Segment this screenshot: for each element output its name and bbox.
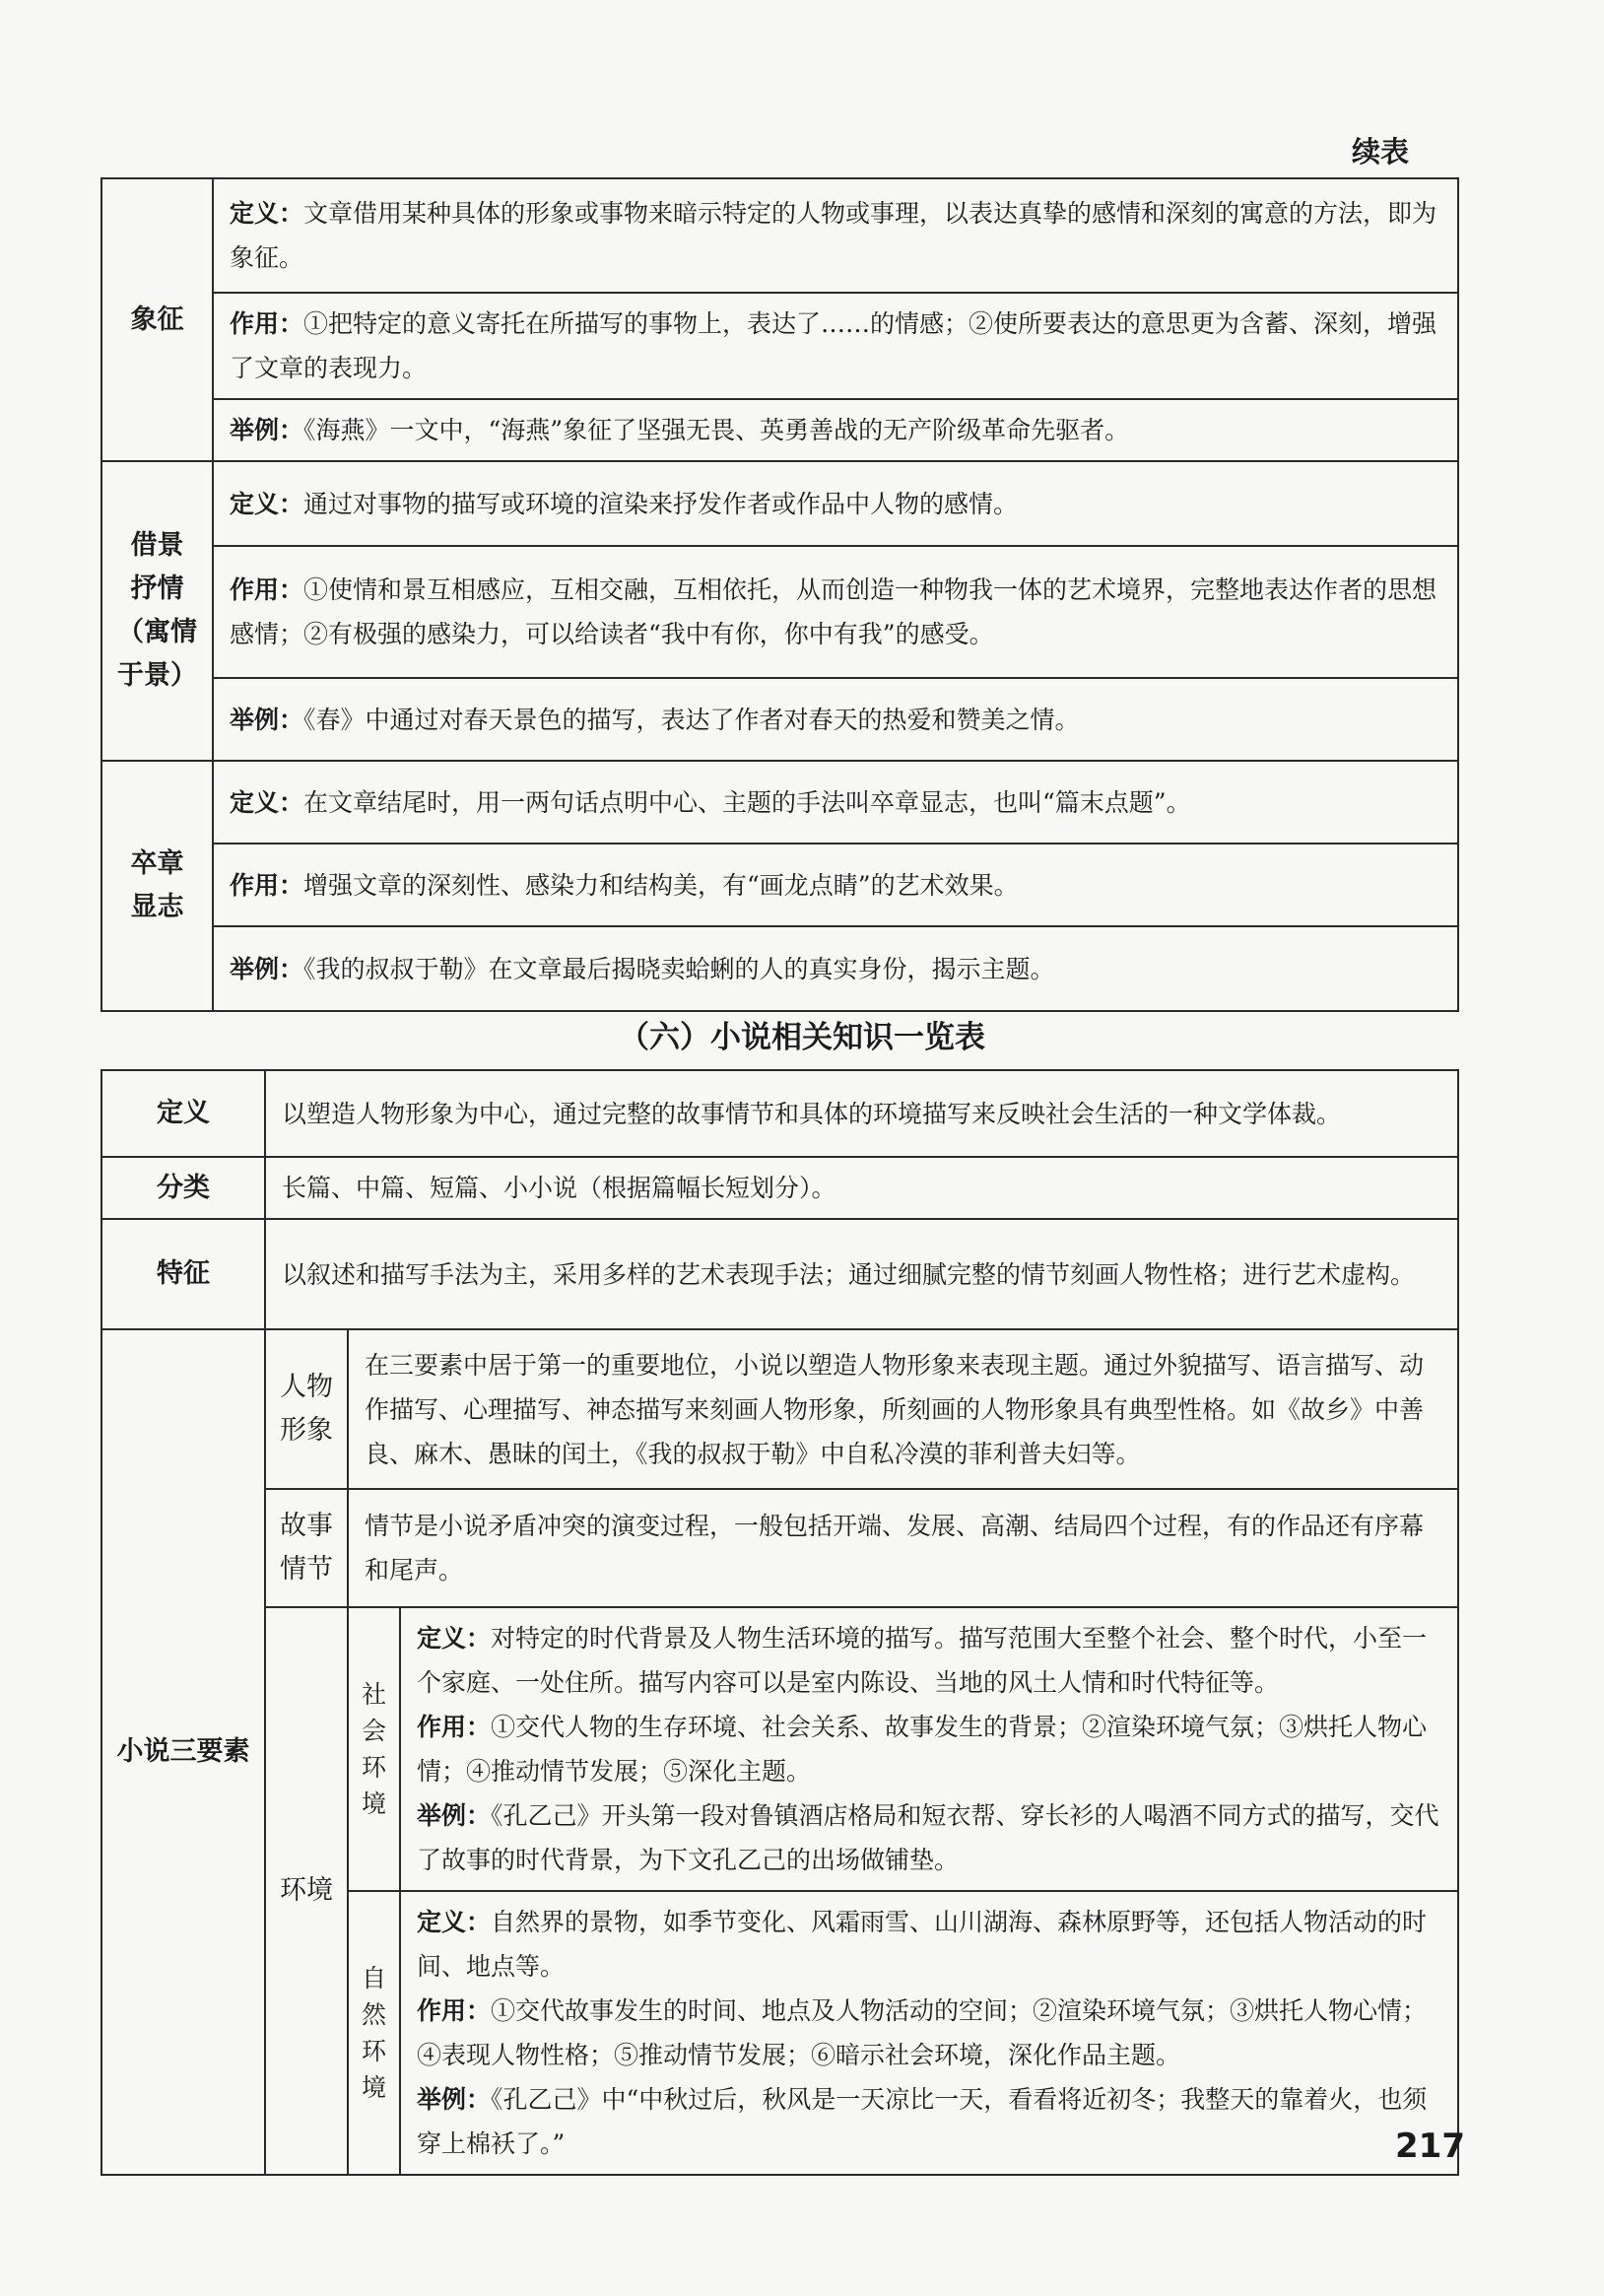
definition-cell: 定义：文章借用某种具体的形象或事物来暗示特定的人物或事理，以表达真挚的感情和深刻的寓意的方法，即为象征。 — [213, 178, 1458, 293]
section-title: （六）小说相关知识一览表 — [619, 1020, 985, 1055]
definition-header: 定义 — [101, 1070, 265, 1157]
environment-label: 环境 — [265, 1607, 348, 2175]
function-cell: 作用：①使情和景互相感应，互相交融，互相依托，从而创造一种物我一体的艺术境界，完整地表达作者的思想感情；②有极强的感染力，可以给读者“我中有你，你中有我”的感受。 — [213, 546, 1458, 678]
classification-text: 长篇、中篇、短篇、小小说（根据篇幅长短划分）。 — [265, 1157, 1458, 1219]
natural-environment-text: 定义：自然界的景物，如季节变化、风霜雨雪、山川湖海、森林原野等，还包括人物活动的时间、地点等。 作用：①交代故事发生的时间、地点及人物活动的空间；②渲染环境气氛；③烘托人物心情；④表现人物性格；⑤推动情节发展；⑥暗示社会环境，深化作品主题。 举例：《孔乙己》中“中秋过后，秋风是一天凉比一天，看看将近初冬；我整天的靠着火，也须穿上棉袄了。” — [400, 1891, 1458, 2175]
table-row — [101, 678, 1458, 761]
table-row — [101, 399, 1458, 461]
table-row — [101, 546, 1458, 678]
function-cell: 作用：①把特定的意义寄托在所描写的事物上，表达了……的情感；②使所要表达的意思更为含蓄、深刻，增强了文章的表现力。 — [213, 293, 1458, 399]
plot-label: 故事 情节 — [265, 1489, 348, 1607]
table-row — [101, 761, 1458, 844]
technique-name-symbolism: 象征 — [101, 178, 213, 461]
technique-name-ending-theme: 卒章 显志 — [101, 761, 213, 1011]
classification-header: 分类 — [101, 1157, 265, 1219]
table-row — [101, 1157, 1458, 1219]
features-header: 特征 — [101, 1219, 265, 1329]
novel-knowledge-table — [100, 1069, 1459, 2176]
table-row — [101, 1607, 1458, 1891]
social-environment-label: 社 会 环 境 — [348, 1607, 400, 1891]
example-cell: 举例：《海燕》一文中，“海燕”象征了坚强无畏、英勇善战的无产阶级革命先驱者。 — [213, 399, 1458, 461]
definition-text: 以塑造人物形象为中心，通过完整的故事情节和具体的环境描写来反映社会生活的一种文学体裁。 — [265, 1070, 1458, 1157]
plot-text: 情节是小说矛盾冲突的演变过程，一般包括开端、发展、高潮、结局四个过程，有的作品还有序幕和尾声。 — [348, 1489, 1458, 1607]
table-row — [101, 178, 1458, 293]
natural-environment-label: 自 然 环 境 — [348, 1891, 400, 2175]
table-row — [101, 844, 1458, 926]
three-elements-header: 小说三要素 — [101, 1329, 265, 2175]
continued-label: 续表 — [1352, 135, 1410, 169]
table-row — [101, 1329, 1458, 1489]
table-row — [101, 293, 1458, 399]
techniques-table — [100, 177, 1459, 1012]
table-row — [101, 1070, 1458, 1157]
table-row — [101, 1219, 1458, 1329]
social-environment-text: 定义：对特定的时代背景及人物生活环境的描写。描写范围大至整个社会、整个时代，小至一个家庭、一处住所。描写内容可以是室内陈设、当地的风土人情和时代特征等。 作用：①交代人物的生存环境、社会关系、故事发生的背景；②渲染环境气氛；③烘托人物心情；④推动情节发展；⑤深化主题。 举例：《孔乙己》开头第一段对鲁镇酒店格局和短衣帮、穿长衫的人喝酒不同方式的描写，交代了故事的时代背景，为下文孔乙己的出场做铺垫。 — [400, 1607, 1458, 1891]
example-cell: 举例：《我的叔叔于勒》在文章最后揭晓卖蛤蜊的人的真实身份，揭示主题。 — [213, 926, 1458, 1011]
function-cell: 作用：增强文章的深刻性、感染力和结构美，有“画龙点睛”的艺术效果。 — [213, 844, 1458, 926]
table-row — [101, 1489, 1458, 1607]
character-label: 人物 形象 — [265, 1329, 348, 1489]
definition-cell: 定义：在文章结尾时，用一两句话点明中心、主题的手法叫卒章显志，也叫“篇末点题”。 — [213, 761, 1458, 844]
table-row — [101, 926, 1458, 1011]
features-text: 以叙述和描写手法为主，采用多样的艺术表现手法；通过细腻完整的情节刻画人物性格；进行艺术虚构。 — [265, 1219, 1458, 1329]
example-cell: 举例：《春》中通过对春天景色的描写，表达了作者对春天的热爱和赞美之情。 — [213, 678, 1458, 761]
character-text: 在三要素中居于第一的重要地位，小说以塑造人物形象来表现主题。通过外貌描写、语言描写、动作描写、心理描写、神态描写来刻画人物形象，所刻画的人物形象具有典型性格。如《故乡》中善良、麻木、愚昧的闰土，《我的叔叔于勒》中自私冷漠的菲利普夫妇等。 — [348, 1329, 1458, 1489]
definition-cell: 定义：通过对事物的描写或环境的渲染来抒发作者或作品中人物的感情。 — [213, 461, 1458, 546]
table-row — [101, 461, 1458, 546]
page-number: 217 — [1395, 2127, 1465, 2166]
technique-name-scene-emotion: 借景 抒情 （寓情 于景） — [101, 461, 213, 761]
